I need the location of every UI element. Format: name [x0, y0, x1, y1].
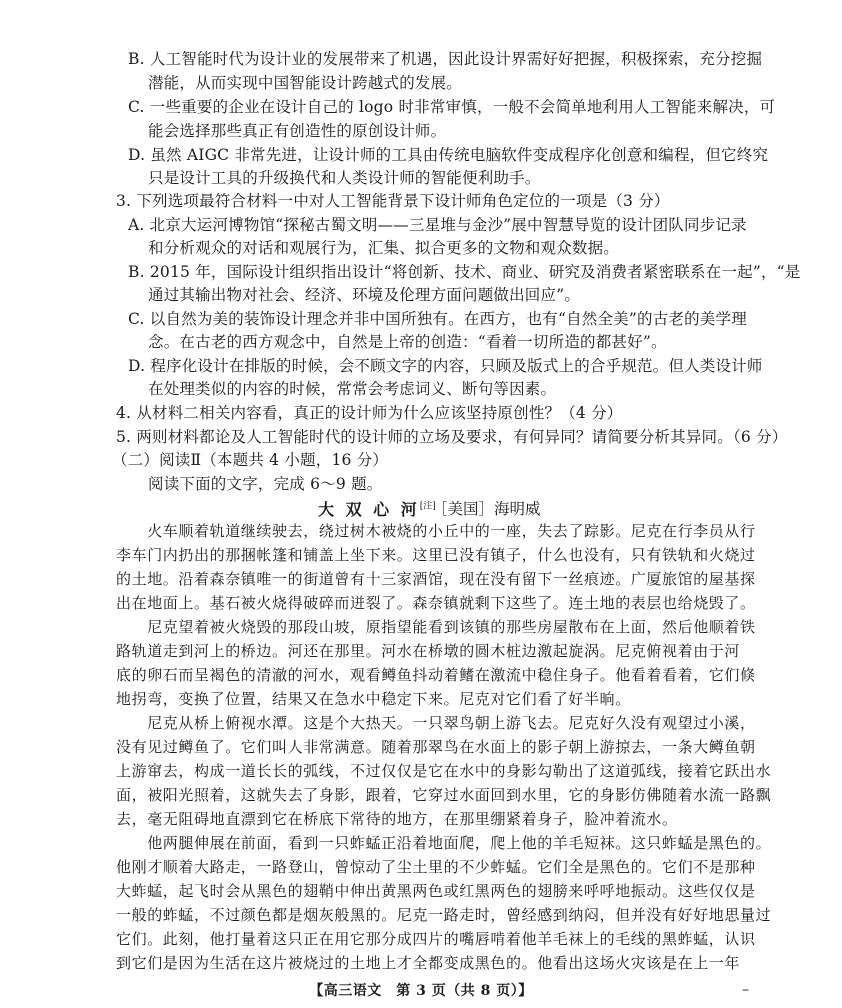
q2-option-b-line1: B. 人工智能时代为设计业的发展带来了机遇，因此设计界需好好把握，积极探索，充分挖掘 — [128, 50, 763, 68]
story-line: 去，毫无阻碍地直漂到它在桥底下常待的地方，在那里绷紧着身子，脸冲着流水。 — [116, 810, 678, 828]
q3-option-a-line1: A. 北京大运河博物馆“探秘古蜀文明——三星堆与金沙”展中智慧导览的设计团队同步记录 — [128, 216, 747, 234]
story-line: 他刚才顺着大路走，一路登山，曾惊动了尘土里的不少蚱蜢。它们全是黑色的。它们不是那种 — [116, 858, 756, 876]
story-line: 出在地面上。基石被火烧得破碎而迸裂了。森奈镇就剩下这些了。连土地的表层也给烧毁了。 — [116, 594, 756, 612]
q5-stem: 5. 两则材料都论及人工智能时代的设计师的立场及要求，有何异同？请简要分析其异同。（6 分） — [116, 428, 788, 446]
q3-option-a-line2: 和分析观众的对话和观展行为，汇集、拟合更多的文物和观众数据。 — [148, 239, 620, 257]
story-line: 地拐弯，变换了位置，结果又在急水中稳定下来。尼克对它们看了好半晌。 — [116, 690, 631, 708]
story-line: 火车顺着轨道继续驶去，绕过树木被烧的小丘中的一座，失去了踪影。尼克在行李员从行 — [116, 522, 756, 540]
q3-option-b-line1: B. 2015 年，国际设计组织指出设计“将创新、技术、商业、研究及消费者紧密联系在一起”，“是 — [128, 263, 801, 281]
q2-option-c-line2: 能会选择那些真正有创造性的原创设计师。 — [148, 122, 447, 140]
story-line: 尼克望着被火烧毁的那段山坡，原指望能看到该镇的那些房屋散布在上面，然后他顺着铁 — [116, 618, 756, 636]
q3-option-d-line2: 在处理类似的内容的时候，常常会考虑词义、断句等因素。 — [148, 380, 557, 398]
story-line: 上游窜去，构成一道长长的弧线，不过仅仅是它在水中的身影勾勒出了这道弧线，接着它跃出水 — [116, 762, 772, 780]
footer-dash: – — [742, 982, 749, 998]
q2-option-d-line1: D. 虽然 AIGC 非常先进，让设计师的工具由传统电脑软件变成程序化创意和编程，但它终究 — [128, 146, 769, 164]
story-line: 它们。此刻，他打量着这只正在用它那分成四片的嘴唇啃着他羊毛袜上的毛线的黑蚱蜢，认识 — [116, 930, 756, 948]
q2-option-d-line2: 只是设计工具的升级换代和人类设计师的智能便利助手。 — [148, 169, 541, 187]
story-line: 他两腿伸展在前面，看到一只蚱蜢正沿着地面爬，爬上他的羊毛短袜。这只蚱蜢是黑色的。 — [116, 834, 772, 852]
story-line: 路轨道走到河上的桥边。河还在那里。河水在桥墩的圆木桩边激起旋涡。尼克俯视着由于河 — [116, 642, 741, 660]
story-line: 没有见过鳟鱼了。它们叫人非常满意。随着那翠鸟在水面上的影子朝上游掠去，一条大鳟鱼朝 — [116, 738, 756, 756]
story-author: ［美国］海明威 — [432, 500, 541, 518]
story-line: 的土地。沿着森奈镇唯一的街道曾有十三家酒馆，现在没有留下一丝痕迹。广厦旅馆的屋基探 — [116, 570, 756, 588]
q3-option-d-line1: D. 程序化设计在排版的时候，会不顾文字的内容，只顾及版式上的合乎规范。但人类设计师 — [128, 357, 763, 375]
story-title-text: 大 双 心 河 — [318, 500, 420, 519]
q3-option-c-line2: 念。在古老的西方观念中，自然是上帝的创造：“看着一切所造的都甚好”。 — [148, 333, 667, 351]
q4-stem: 4. 从材料二相关内容看，真正的设计师为什么应该坚持原创性？（4 分） — [116, 404, 623, 422]
q3-option-c-line1: C. 以自然为美的装饰设计理念并非中国所独有。在西方，也有“自然全美”的古老的美学理 — [128, 310, 747, 328]
q3-option-b-line2: 通过其输出物对社会、经济、环境及伦理方面问题做出回应”。 — [148, 286, 581, 304]
section-heading: （二）阅读Ⅱ（本题共 4 小题，16 分） — [112, 451, 389, 469]
q2-option-c-line1: C. 一些重要的企业在设计自己的 logo 时非常审慎，一般不会简单地利用人工智能来解决，可 — [128, 98, 776, 116]
story-line: 大蚱蜢，起飞时会从黑色的翅鞘中伸出黄黑两色或红黑两色的翅膀来呼呼地振动。这些仅仅是 — [116, 882, 756, 900]
story-line: 面，被阳光照着，这就失去了身影，跟着，它穿过水面回到水里，它的身影仿佛随着水流一路飘 — [116, 786, 772, 804]
q3-stem: 3. 下列选项最符合材料一中对人工智能背景下设计师角色定位的一项是（3 分） — [116, 192, 670, 210]
story-line: 尼克从桥上俯视水潭。这是个大热天。一只翠鸟朝上游飞去。尼克好久没有观望过小溪， — [116, 714, 756, 732]
page-footer: 【高三语文 第 3 页（共 8 页）】 — [309, 983, 533, 999]
story-title-note: [注] — [419, 501, 436, 512]
story-line: 李车门内扔出的那捆帐篷和铺盖上坐下来。这里已没有镇子，什么也没有，只有铁轨和火烧过 — [116, 546, 756, 564]
q2-option-b-line2: 潜能，从而实现中国智能设计跨越式的发展。 — [148, 74, 463, 92]
story-title — [318, 497, 436, 520]
story-line: 底的卵石而呈褐色的清澈的河水，观看鳟鱼抖动着鳍在激流中稳住身子。他看着看着，它们倏 — [116, 666, 756, 684]
story-line: 到它们是因为生活在这片被烧过的土地上才全都变成黑色的。他看出这场火灾该是在上一年 — [116, 954, 741, 972]
story-line: 一般的蚱蜢，不过颜色都是烟灰般黑的。尼克一路走时，曾经感到纳闷，但并没有好好地思量过 — [116, 906, 772, 924]
reading-instruction: 阅读下面的文字，完成 6～9 题。 — [148, 475, 383, 493]
